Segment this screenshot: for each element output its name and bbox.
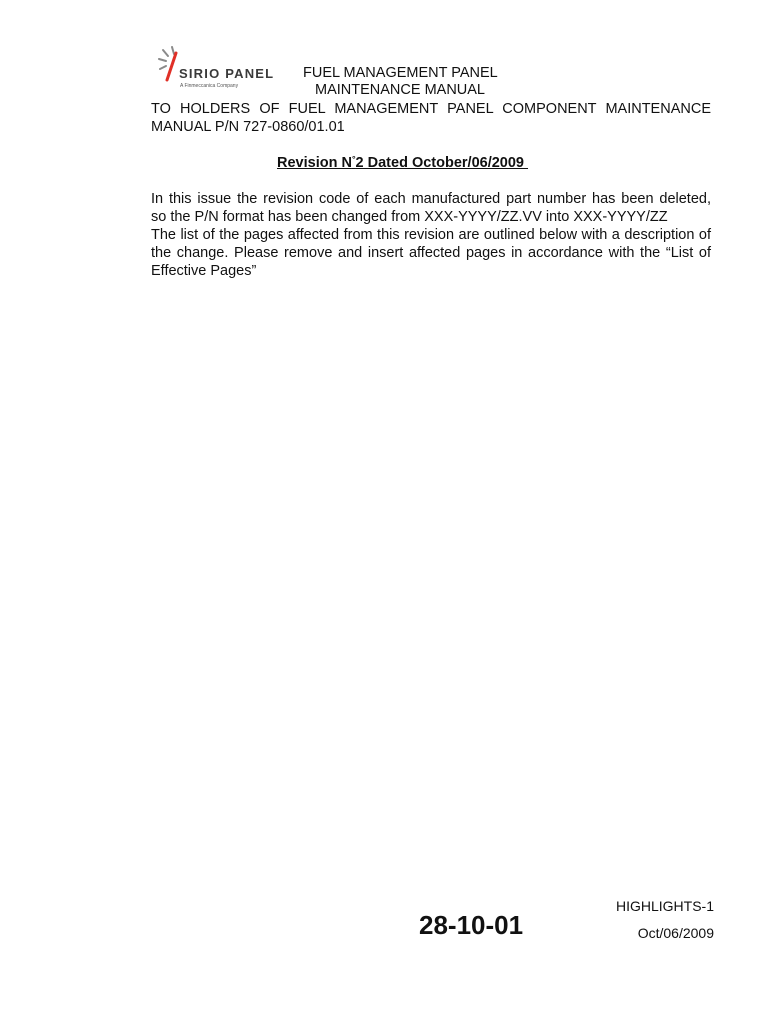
page-date: Oct/06/2009	[637, 925, 714, 941]
holders-notice: TO HOLDERS OF FUEL MANAGEMENT PANEL COMPONENT MAINTENANCE MANUAL P/N 727-0860/01.01	[151, 101, 711, 135]
logo-wordmark: SIRIO PANEL	[179, 66, 275, 81]
revision-prefix: Revision N	[277, 155, 352, 171]
revision-description	[151, 190, 711, 280]
body-paragraph-2: The list of the pages affected from this revision are outlined below with a description of the change. Please remove and insert affected pages in accordance with the “List of Effective Pages”	[151, 227, 711, 279]
body-line-1: In this issue the revision code of each manufactured part number has been deleted,	[151, 191, 711, 207]
revision-title	[277, 154, 528, 171]
company-logo	[157, 44, 292, 94]
manual-title-line1: FUEL MANAGEMENT PANEL	[303, 65, 498, 81]
body-line-2: so the P/N format has been changed from XXX-YYYY/ZZ.VV into XXX-YYYY/ZZ	[151, 209, 668, 225]
page-identifier: HIGHLIGHTS-1	[615, 898, 714, 914]
revision-degree: °	[351, 154, 356, 164]
manual-title-line2: MAINTENANCE MANUAL	[315, 82, 485, 98]
logo-tagline: A Finmeccanica Company	[180, 83, 239, 89]
revision-rest: 2 Dated October/06/2009	[355, 155, 529, 171]
chapter-code: 28-10-01	[419, 910, 524, 940]
